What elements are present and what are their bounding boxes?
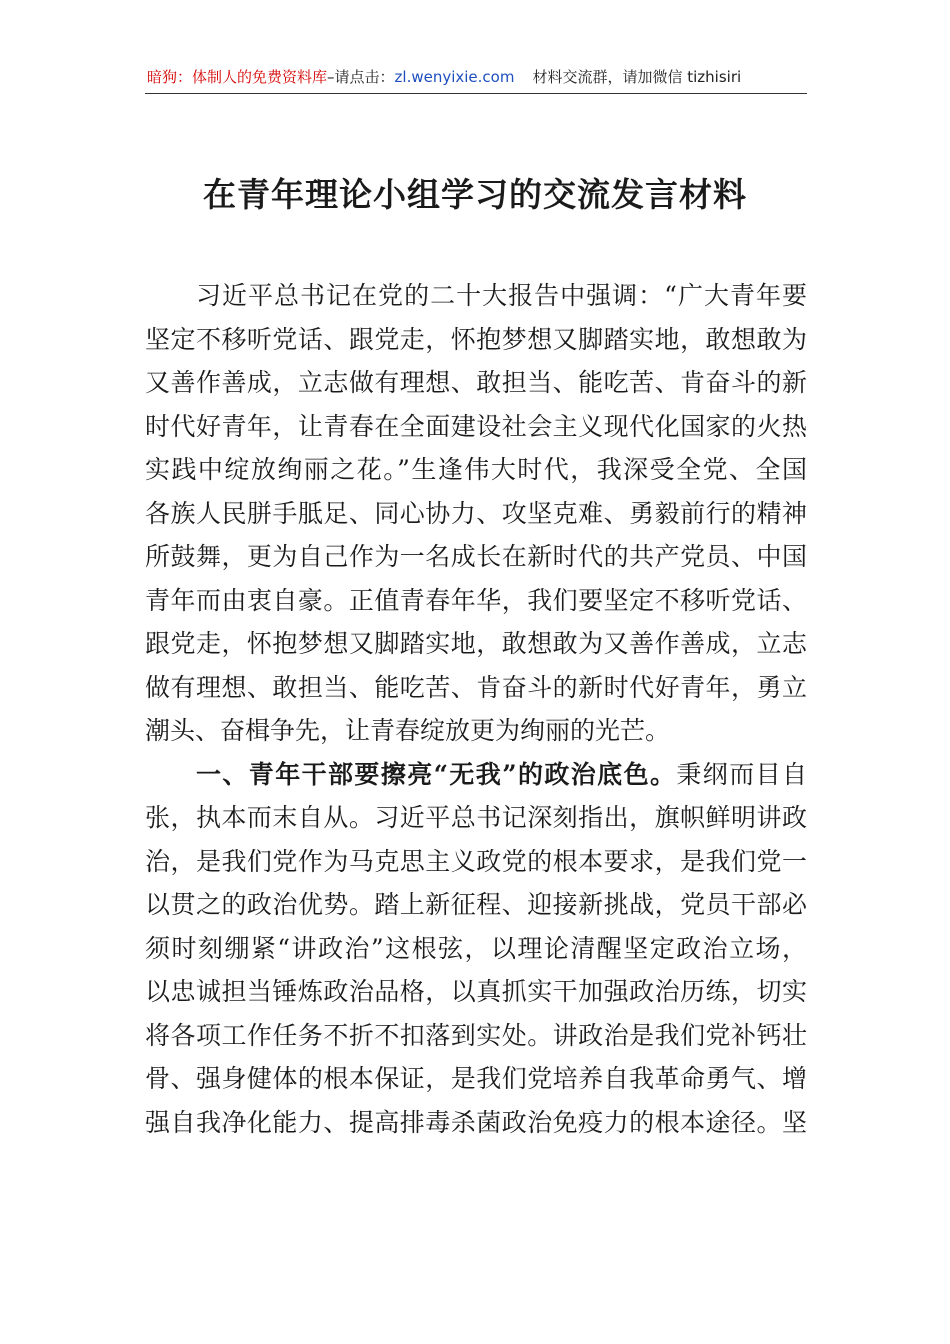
section-heading: 一、青年干部要擦亮“无我”的政治底色。 (196, 760, 677, 789)
section-heading-tail: 秉纲而目自 (676, 760, 807, 789)
site-name: 暗狗：体制人的免费资料库 (147, 68, 328, 86)
click-prompt: –请点击： (327, 68, 395, 86)
paragraph-line: 青年而由衷自豪。正值青春年华，我们要坚定不移听党话、 (145, 586, 807, 615)
paragraph-line: 张，执本而末自从。习近平总书记深刻指出，旗帜鲜明讲政 (145, 803, 807, 832)
paragraph-line: 强自我净化能力、提高排毒杀菌政治免疫力的根本途径。坚 (145, 1108, 807, 1137)
paragraph-line: 以忠诚担当锤炼政治品格，以真抓实干加强政治历练，切实 (145, 977, 807, 1006)
paragraph-line: 所鼓舞，更为自己作为一名成长在新时代的共产党员、中国 (145, 542, 807, 571)
paragraph-line: 骨、强身健体的根本保证，是我们党培养自我革命勇气、增 (145, 1064, 807, 1093)
paragraph-line: 实践中绽放绚丽之花。”生逢伟大时代，我深受全党、全国 (145, 455, 807, 484)
document-title: 在青年理论小组学习的交流发言材料 (203, 175, 747, 214)
paragraph-line: 以贯之的政治优势。踏上新征程、迎接新挑战，党员干部必 (145, 890, 807, 919)
paragraph-line: 又善作善成，立志做有理想、敢担当、能吃苦、肯奋斗的新 (145, 368, 807, 397)
paragraph-line: 各族人民胼手胝足、同心协力、攻坚克难、勇毅前行的精神 (145, 499, 807, 528)
paragraph-line: 潮头、奋楫争先，让青春绽放更为绚丽的光芒。 (145, 716, 671, 745)
paragraph-line: 做有理想、敢担当、能吃苦、肯奋斗的新时代好青年，勇立 (145, 673, 807, 702)
wechat-note: 材料交流群，请加微信 tizhisiri (532, 68, 742, 86)
paragraph-line: 时代好青年，让青春在全面建设社会主义现代化国家的火热 (145, 412, 807, 441)
paragraph-line: 治，是我们党作为马克思主义政党的根本要求，是我们党一 (145, 847, 807, 876)
paragraph-line: 习近平总书记在党的二十大报告中强调：“广大青年要 (196, 281, 807, 310)
header-divider (145, 93, 807, 94)
site-url-link[interactable]: zl.wenyixie.com (394, 68, 515, 86)
site-header (147, 62, 807, 92)
paragraph-line: 将各项工作任务不折不扣落到实处。讲政治是我们党补钙壮 (145, 1021, 807, 1050)
section-heading-line (196, 757, 807, 793)
paragraph-line: 跟党走，怀抱梦想又脚踏实地，敢想敢为又善作善成，立志 (145, 629, 807, 658)
paragraph-line: 须时刻绷紧“讲政治”这根弦，以理论清醒坚定政治立场， (145, 934, 807, 963)
paragraph-line: 坚定不移听党话、跟党走，怀抱梦想又脚踏实地，敢想敢为 (145, 325, 807, 354)
